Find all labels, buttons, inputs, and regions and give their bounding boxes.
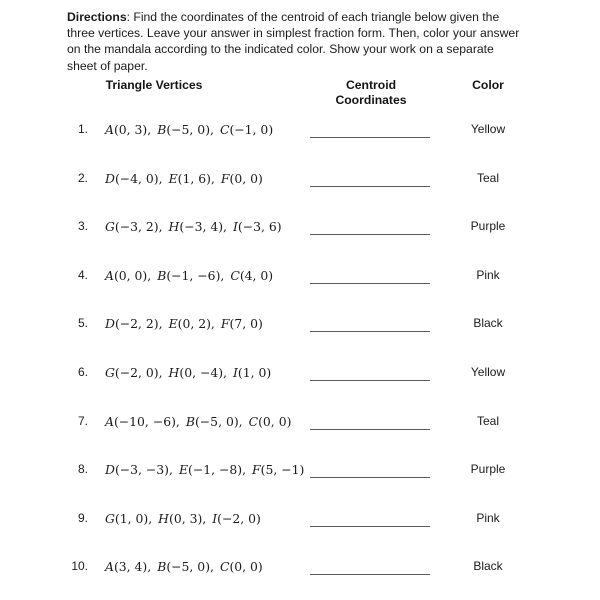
vertex-coordinates: (0, 0) xyxy=(229,170,263,186)
centroid-answer-blank[interactable] xyxy=(310,186,430,187)
vertex xyxy=(157,122,214,137)
vertex xyxy=(158,511,206,526)
centroid-answer-blank[interactable] xyxy=(310,234,430,235)
row-color-label: Pink xyxy=(476,510,500,525)
vertex-label: B xyxy=(157,559,167,575)
row-number: 8. xyxy=(77,462,88,477)
vertex xyxy=(105,365,163,380)
vertex-coordinates: (0, 0) xyxy=(229,559,263,575)
vertex-label: D xyxy=(105,316,115,332)
row-number: 7. xyxy=(77,413,88,428)
vertex-label: G xyxy=(105,365,115,380)
vertex-coordinates: (−1, −8), xyxy=(188,462,247,478)
directions-body: : Find the coordinates of the centroid of each triangle below given the three vertices. Leave your answer in simplest fraction form. Then, color your answer on the mandala according to the indicated color. Show your work on a separate sheet of paper. xyxy=(67,10,520,73)
vertex-label: I xyxy=(233,365,238,380)
vertex xyxy=(105,171,163,186)
vertex-label: E xyxy=(168,170,178,186)
row-vertices xyxy=(105,217,282,237)
vertex xyxy=(169,171,215,186)
vertex-label: H xyxy=(168,365,180,380)
vertex-coordinates: (3, 4), xyxy=(113,559,152,575)
vertex-label: E xyxy=(168,316,178,332)
row-color-label: Purple xyxy=(470,219,506,234)
row-number: 5. xyxy=(77,316,88,331)
table-row xyxy=(0,460,600,482)
vertex xyxy=(186,414,243,429)
vertex-coordinates: (7, 0) xyxy=(229,316,263,332)
vertex xyxy=(105,559,151,574)
vertex-label: F xyxy=(252,462,261,478)
vertex-coordinates: (1, 0) xyxy=(237,365,272,380)
row-color-label: Yellow xyxy=(470,365,506,379)
vertex-coordinates: (1, 0), xyxy=(114,510,153,526)
row-color-label: Pink xyxy=(476,267,500,282)
vertex-coordinates: (−3, −3), xyxy=(114,462,173,478)
row-number: 2. xyxy=(77,170,88,185)
vertex-coordinates: (0, 2), xyxy=(177,316,215,332)
vertex xyxy=(249,414,292,429)
vertex-coordinates: (−1, −6), xyxy=(166,267,225,283)
row-number: 9. xyxy=(77,510,88,525)
vertex-coordinates: (5, −1) xyxy=(260,462,305,478)
row-vertices xyxy=(105,363,271,383)
vertex-coordinates: (0, 0) xyxy=(258,413,292,429)
centroid-answer-blank[interactable] xyxy=(310,283,430,284)
vertex xyxy=(105,268,151,283)
vertex xyxy=(169,365,227,380)
vertex xyxy=(220,559,263,574)
vertex xyxy=(179,462,246,477)
centroid-answer-blank[interactable] xyxy=(310,526,430,527)
vertex-coordinates: (0, 3), xyxy=(113,122,152,137)
row-vertices xyxy=(105,557,263,577)
vertex xyxy=(230,268,273,283)
directions-label: Directions xyxy=(67,10,127,24)
vertex-coordinates: (−2, 0) xyxy=(217,510,261,526)
row-color-label: Black xyxy=(473,316,503,331)
centroid-answer-blank[interactable] xyxy=(310,429,430,430)
column-header-triangle-vertices: Triangle Vertices xyxy=(105,78,203,92)
vertex xyxy=(105,462,173,477)
row-color-label: Black xyxy=(473,559,503,574)
vertex-coordinates: (−3, 2), xyxy=(114,219,163,235)
vertex-label: I xyxy=(212,510,218,526)
row-vertices xyxy=(105,314,263,334)
vertex xyxy=(105,414,180,429)
vertex xyxy=(252,462,304,477)
row-number: 4. xyxy=(77,267,88,282)
vertex-label: C xyxy=(248,413,259,429)
column-header-centroid-line1: Centroid xyxy=(345,78,397,92)
row-vertices xyxy=(105,412,291,432)
vertex-label: B xyxy=(157,267,167,283)
table-row xyxy=(0,363,600,385)
centroid-answer-blank[interactable] xyxy=(310,331,430,332)
vertex-label: A xyxy=(105,122,114,137)
vertex-label: F xyxy=(220,170,230,186)
row-vertices xyxy=(105,120,273,140)
table-row xyxy=(0,557,600,579)
row-vertices xyxy=(105,266,273,286)
vertex-label: E xyxy=(178,462,188,478)
vertex xyxy=(220,122,273,137)
centroid-answer-blank[interactable] xyxy=(310,574,430,575)
vertex-coordinates: (−5, 0), xyxy=(166,122,214,137)
vertex xyxy=(169,316,215,331)
table-row xyxy=(0,169,600,191)
centroid-answer-blank[interactable] xyxy=(310,477,430,478)
vertex-label: G xyxy=(105,219,115,235)
vertex-coordinates: (0, −4), xyxy=(179,365,227,380)
vertex-label: B xyxy=(157,122,167,137)
row-vertices xyxy=(105,169,263,189)
vertex-coordinates: (−3, 4), xyxy=(179,219,227,235)
vertex-coordinates: (−5, 0), xyxy=(166,559,214,575)
row-color-label: Teal xyxy=(476,413,499,428)
vertex xyxy=(105,219,163,234)
centroid-answer-blank[interactable] xyxy=(310,137,430,138)
vertex-coordinates: (−3, 6) xyxy=(237,219,282,235)
vertex xyxy=(233,219,282,234)
vertex-label: B xyxy=(185,413,195,429)
row-vertices xyxy=(105,509,261,529)
table-row xyxy=(0,120,600,142)
vertex-coordinates: (−2, 0), xyxy=(114,365,163,380)
column-header-color: Color xyxy=(472,78,504,92)
vertex-coordinates: (4, 0) xyxy=(239,267,274,283)
vertex xyxy=(221,316,263,331)
table-row xyxy=(0,412,600,434)
vertex xyxy=(233,365,271,380)
table-row xyxy=(0,314,600,336)
row-number: 10. xyxy=(71,559,88,574)
row-color-label: Yellow xyxy=(470,122,506,136)
vertex-label: A xyxy=(105,559,114,575)
vertex-label: C xyxy=(219,559,230,575)
vertex-label: C xyxy=(219,122,230,137)
vertex-label: D xyxy=(105,170,115,186)
vertex-label: G xyxy=(105,510,115,526)
row-color-label: Purple xyxy=(470,462,506,477)
vertex xyxy=(105,511,152,526)
table-row xyxy=(0,509,600,531)
row-number: 6. xyxy=(77,365,88,379)
table-row xyxy=(0,217,600,239)
vertex-label: A xyxy=(105,413,114,429)
vertex-label: I xyxy=(233,219,238,235)
row-color-label: Teal xyxy=(476,170,499,185)
vertex-coordinates: (−2, 2), xyxy=(114,316,163,332)
row-number: 1. xyxy=(77,122,88,136)
vertex-coordinates: (0, 0), xyxy=(113,267,152,283)
row-number: 3. xyxy=(77,219,88,234)
vertex-label: F xyxy=(220,316,230,332)
vertex xyxy=(157,268,224,283)
vertex-coordinates: (−4, 0), xyxy=(114,170,163,186)
vertex xyxy=(105,122,151,137)
centroid-answer-blank[interactable] xyxy=(310,380,430,381)
vertex-coordinates: (−10, −6), xyxy=(113,413,180,429)
vertex-coordinates: (−5, 0), xyxy=(194,413,243,429)
vertex-label: A xyxy=(105,267,114,283)
vertex xyxy=(212,511,261,526)
vertex-coordinates: (−1, 0) xyxy=(229,122,274,137)
vertex-label: H xyxy=(168,219,180,235)
vertex xyxy=(221,171,263,186)
table-row xyxy=(0,266,600,288)
vertex xyxy=(105,316,163,331)
vertex-coordinates: (0, 3), xyxy=(168,510,207,526)
column-header-centroid-line2: Coordinates xyxy=(335,93,407,107)
vertex-label: C xyxy=(230,267,240,283)
vertex xyxy=(169,219,227,234)
vertex-label: H xyxy=(158,510,169,526)
vertex-label: D xyxy=(105,462,115,478)
vertex xyxy=(157,559,214,574)
row-vertices xyxy=(105,460,304,480)
vertex-coordinates: (1, 6), xyxy=(177,170,215,186)
